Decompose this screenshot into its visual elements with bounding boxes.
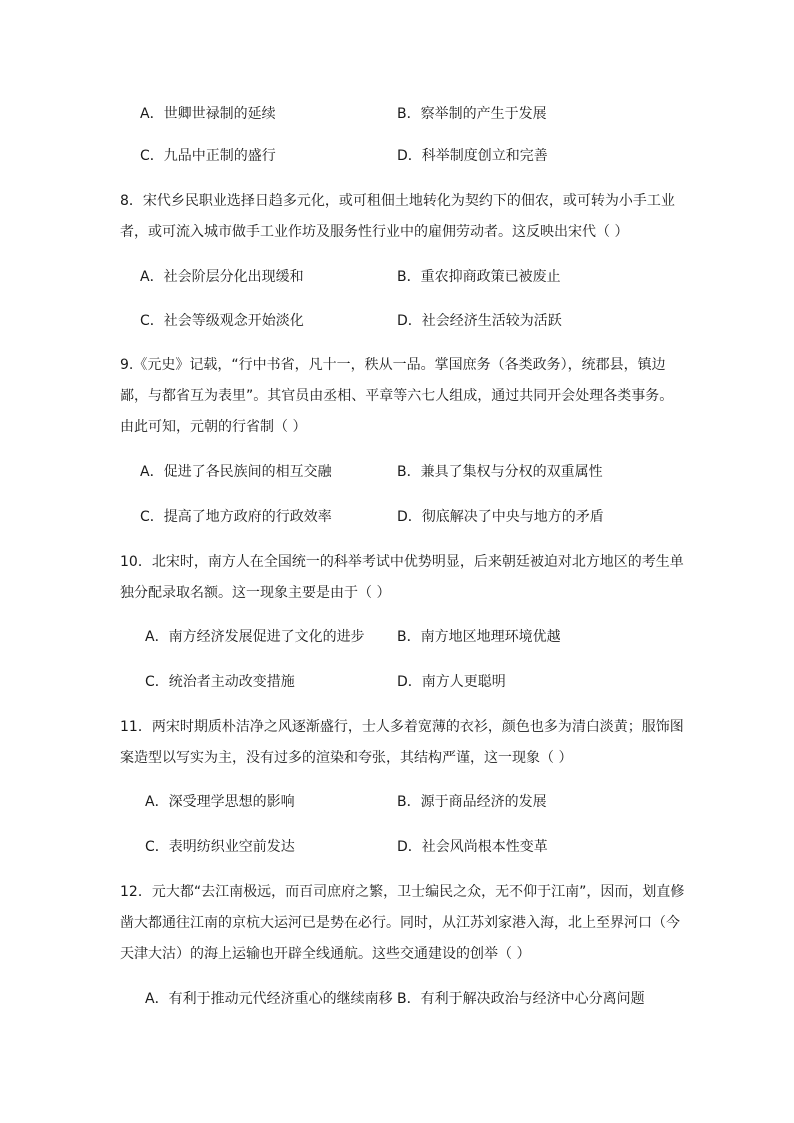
q9-option-b[interactable]: B．兼具了集权与分权的双重属性 — [397, 464, 603, 480]
q8-stem-line-1: 8．宋代乡民职业选择日趋多元化，或可租佃土地转化为契约下的佃农，或可转为小手工业 — [120, 193, 675, 209]
q12-option-a[interactable]: A．有利于推动元代经济重心的继续南移 — [145, 991, 393, 1007]
q11-option-a[interactable]: A．深受理学思想的影响 — [145, 794, 295, 810]
q7-option-b[interactable]: B．察举制的产生于发展 — [397, 106, 547, 122]
q9-stem-line-1: 9.《元史》记载，“行中书省，凡十一，秩从一品。掌国庶务（各类政务），统郡县，镇边 — [120, 357, 666, 373]
q10-option-d[interactable]: D．南方人更聪明 — [397, 674, 506, 690]
q11-stem-line-2: 案造型以写实为主，没有过多的渲染和夸张，其结构严谨，这一现象（ ） — [120, 750, 573, 766]
q10-option-a[interactable]: A．南方经济发展促进了文化的进步 — [145, 629, 365, 645]
q8-stem-line-2: 者，或可流入城市做手工业作坊及服务性行业中的雇佣劳动者。这反映出宋代（ ） — [120, 224, 629, 240]
q9-stem-line-3: 由此可知，元朝的行省制（ ） — [120, 419, 307, 435]
q9-option-c[interactable]: C．提高了地方政府的行政效率 — [140, 509, 332, 525]
q12-stem-line-1: 12．元大都“去江南极远，而百司庶府之繁，卫士编民之众，无不仰于江南”，因而，划直修 — [120, 884, 685, 900]
q12-option-b[interactable]: B．有利于解决政治与经济中心分离问题 — [397, 991, 645, 1007]
q7-option-c[interactable]: C．九品中正制的盛行 — [140, 148, 276, 164]
q9-option-d[interactable]: D．彻底解决了中央与地方的矛盾 — [397, 509, 604, 525]
q12-stem-line-3: 天津大沽）的海上运输也开辟全线通航。这些交通建设的创举（ ） — [120, 946, 531, 962]
q12-stem-line-2: 凿大都通往江南的京杭大运河已是势在必行。同时，从江苏刘家港入海，北上至界河口（今 — [120, 915, 680, 931]
q9-stem-line-2: 鄙，与都省互为表里”。其官员由丞相、平章等六七人组成，通过共同开会处理各类事务。 — [120, 388, 674, 404]
q9-option-a[interactable]: A．促进了各民族间的相互交融 — [140, 464, 332, 480]
q11-option-d[interactable]: D．社会风尚根本性变革 — [397, 839, 548, 855]
q11-stem-line-1: 11．两宋时期质朴洁净之风逐渐盛行，士人多着宽薄的衣衫，颜色也多为清白淡黄；服饰图 — [120, 719, 684, 735]
q8-option-b[interactable]: B．重农抑商政策已被废止 — [397, 269, 561, 285]
q7-option-a[interactable]: A．世卿世禄制的延续 — [140, 106, 276, 122]
q8-option-c[interactable]: C．社会等级观念开始淡化 — [140, 313, 304, 329]
q10-option-c[interactable]: C．统治者主动改变措施 — [145, 674, 295, 690]
q10-stem-line-1: 10．北宋时，南方人在全国统一的科举考试中优势明显，后来朝廷被迫对北方地区的考生单 — [120, 554, 684, 570]
q11-option-b[interactable]: B．源于商品经济的发展 — [397, 794, 547, 810]
q8-option-a[interactable]: A．社会阶层分化出现缓和 — [140, 269, 304, 285]
q10-stem-line-2: 独分配录取名额。这一现象主要是由于（ ） — [120, 585, 391, 601]
q11-option-c[interactable]: C．表明纺织业空前发达 — [145, 839, 295, 855]
q8-option-d[interactable]: D．社会经济生活较为活跃 — [397, 313, 562, 329]
q10-option-b[interactable]: B．南方地区地理环境优越 — [397, 629, 561, 645]
q7-option-d[interactable]: D．科举制度创立和完善 — [397, 148, 548, 164]
